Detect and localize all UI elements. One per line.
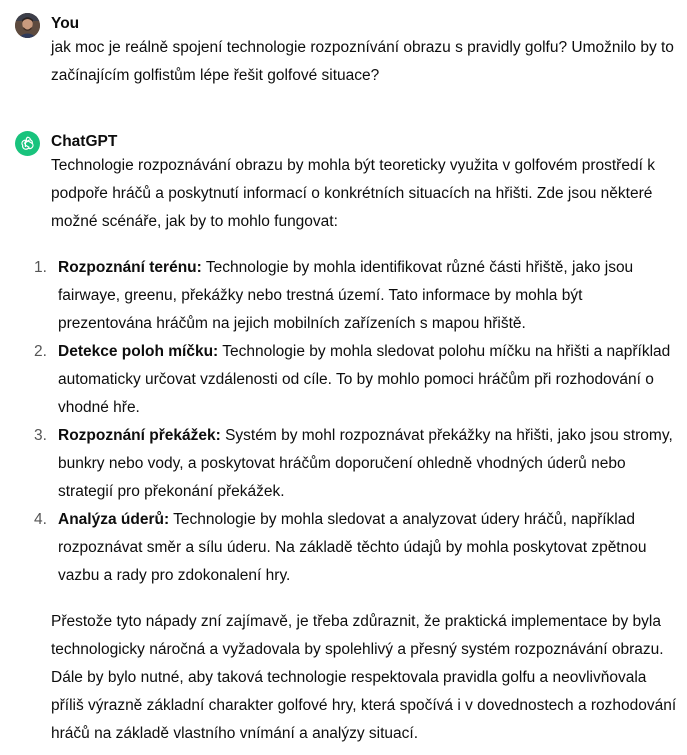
assistant-avatar bbox=[15, 131, 40, 156]
list-item-text: Systém by mohl rozpoznávat překážky na hřišti, jako jsou stromy, bunkry nebo vody, a poskytovat hráčům doporučení ohledně vhodných úderů nebo strategií pro překonání překážek. bbox=[58, 427, 673, 500]
user-avatar-icon bbox=[15, 13, 40, 38]
assistant-conclusion-paragraph: Přestože tyto nápady zní zajímavě, je třeba zdůraznit, že praktická implementace by byla technologicky náročná a vyžadovala by spolehlivý a přesný systém rozpoznávání obrazu. Dále by bylo nutné, aby taková technologie respektovala pravidla golfu a neovlivňovala příliš výrazně základní charakter golfové hry, která spočívá i v dovednostech a rozhodování hráčů na základě vlastního vnímání a analýzy situací. bbox=[51, 613, 677, 742]
user-message-paragraph: jak moc je reálně spojení technologie rozpoznívání obrazu s pravidly golfu? Umožnilo by to začínajícím golfistům lépe řešit golfové situace? bbox=[51, 39, 674, 84]
list-item-text: Technologie by mohla sledovat polohu míčku na hřišti a například automaticky určovat vzdálenosti od cíle. To by mohlo pomoci hráčům při rozhodování o vhodné hře. bbox=[58, 343, 671, 416]
user-author-name: You bbox=[51, 15, 80, 32]
list-item-number: 3. bbox=[34, 427, 47, 444]
list-item bbox=[34, 338, 677, 422]
list-item bbox=[34, 422, 677, 506]
list-item-number: 4. bbox=[34, 511, 47, 528]
assistant-message-text bbox=[34, 152, 677, 748]
user-message-text bbox=[51, 34, 677, 90]
list-item-title: Analýza úderů: bbox=[58, 511, 170, 528]
list-item bbox=[34, 254, 677, 338]
openai-logo-icon bbox=[19, 135, 36, 152]
list-item-title: Rozpoznání překážek: bbox=[58, 427, 221, 444]
list-item-text: Technologie by mohla identifikovat různé části hřiště, jako jsou fairwaye, greenu, překážky nebo trestná území. Tato informace by mohla být prezentována hráčům na jejich mobilních zařízeních s mapou hřiště. bbox=[58, 259, 634, 332]
list-item-title: Detekce poloh míčku: bbox=[58, 343, 219, 360]
assistant-intro-paragraph: Technologie rozpoznávání obrazu by mohla být teoreticky využita v golfovém prostředí k podpoře hráčů a poskytnutí informací o konkrétních situacích na hřišti. Zde jsou některé možné scénáře, jak by to mohlo fungovat: bbox=[51, 157, 655, 230]
list-item-title: Rozpoznání terénu: bbox=[58, 259, 202, 276]
list-item-number: 1. bbox=[34, 259, 47, 276]
list-item-number: 2. bbox=[34, 343, 47, 360]
assistant-author-name: ChatGPT bbox=[51, 133, 118, 150]
user-avatar bbox=[15, 13, 40, 38]
list-item-text: Technologie by mohla sledovat a analyzovat údery hráčů, například rozpoznávat směr a sílu úderu. Na základě těchto údajů by mohla poskytovat zpětnou vazbu a rady pro zdokonalení hry. bbox=[58, 511, 647, 584]
scenario-list bbox=[34, 254, 677, 590]
list-item bbox=[34, 506, 677, 590]
